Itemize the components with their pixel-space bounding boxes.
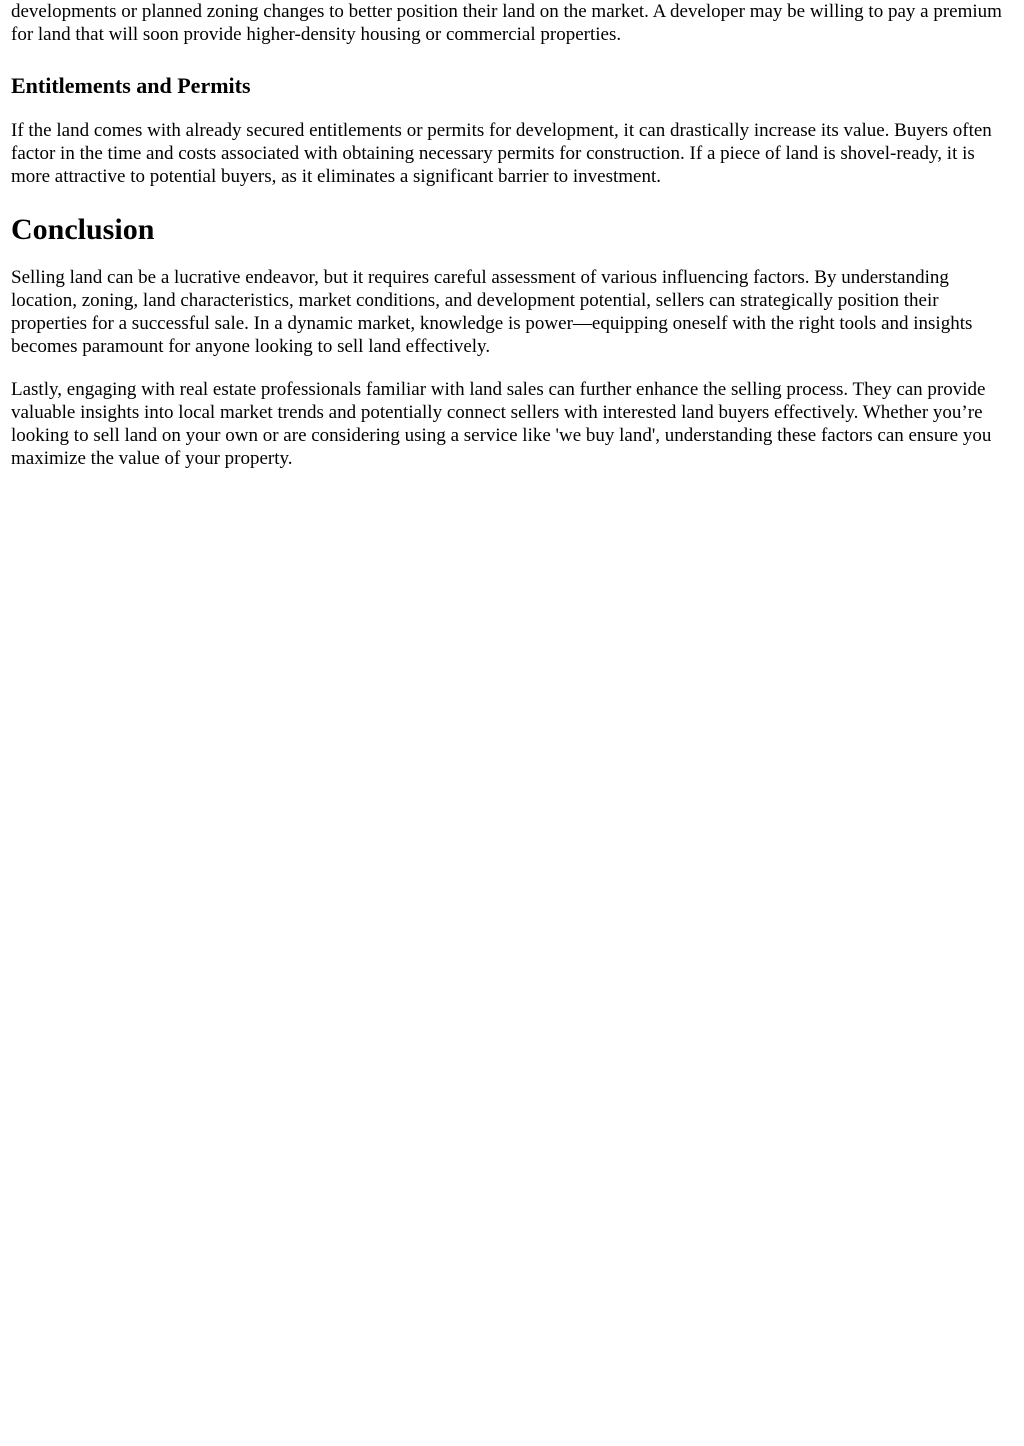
article-body — [0, 0, 1024, 470]
entitlements-heading: Entitlements and Permits — [11, 73, 251, 98]
conclusion-paragraph-2: Lastly, engaging with real estate professionals familiar with land sales can further enhance the selling process. They can provide valuable insights into local market trends and potentially connect sellers with interested land buyers effectively. Whether you’re looking to sell land on your own or are considering using a service like 'we buy land', understanding these factors can ensure you maximize the value of your property. — [11, 379, 992, 469]
intro-paragraph: developments or planned zoning changes to better position their land on the market. A developer may be willing to pay a premium for land that will soon provide higher-density housing or commercial properties. — [11, 1, 1002, 45]
conclusion-paragraph-1: Selling land can be a lucrative endeavor, but it requires careful assessment of various influencing factors. By understanding location, zoning, land characteristics, market conditions, and development potential, sellers can strategically position their properties for a successful sale. In a dynamic market, knowledge is power—equipping oneself with the right tools and insights becomes paramount for anyone looking to sell land effectively. — [11, 267, 973, 357]
entitlements-paragraph: If the land comes with already secured entitlements or permits for development, it can drastically increase its value. Buyers often factor in the time and costs associated with obtaining necessary permits for construction. If a piece of land is shovel-ready, it is more attractive to potential buyers, as it eliminates a significant barrier to investment. — [11, 120, 992, 187]
conclusion-heading: Conclusion — [11, 213, 155, 246]
